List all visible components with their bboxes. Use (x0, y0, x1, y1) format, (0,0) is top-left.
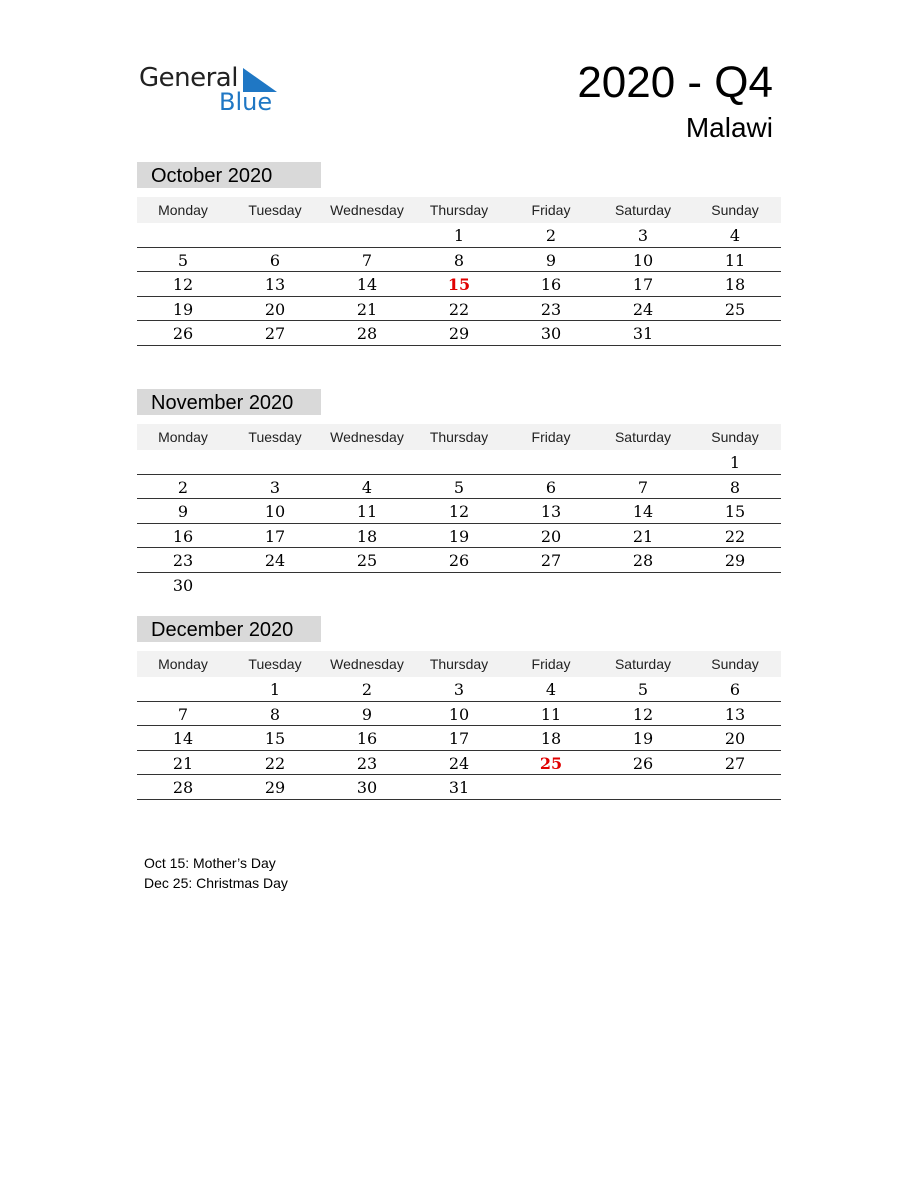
day-cell: 1 (269, 680, 281, 699)
weekday-label: Wednesday (330, 429, 404, 445)
weekday-label: Sunday (711, 202, 759, 218)
day-cell: 11 (356, 502, 378, 521)
day-cell: 26 (172, 324, 194, 343)
day-cell: 19 (632, 729, 654, 748)
day-cell (229, 450, 321, 474)
day-cell: 18 (356, 526, 378, 546)
day-cell (505, 775, 597, 799)
week-row (137, 248, 781, 273)
day-cell: 9 (545, 250, 557, 270)
weekday-label: Saturday (614, 202, 672, 218)
weekday-label: Friday (531, 429, 571, 445)
day-cell: 9 (177, 502, 189, 521)
day-cell (321, 223, 413, 247)
day-cell: 22 (264, 753, 286, 773)
day-cell: 22 (724, 526, 746, 546)
day-cell: 13 (264, 275, 286, 294)
day-cell: 29 (264, 778, 286, 797)
day-cell: 10 (632, 250, 654, 270)
day-cell: 5 (637, 680, 649, 699)
day-cell: 24 (264, 551, 286, 570)
day-cell: 29 (448, 324, 470, 343)
weekday-label: Tuesday (248, 429, 302, 445)
day-cell: 4 (729, 226, 741, 245)
day-cell: 10 (264, 502, 286, 521)
weekday-label: Monday (158, 656, 208, 672)
month-title: December 2020 (137, 616, 321, 642)
day-cell: 12 (172, 275, 194, 294)
day-cell: 11 (540, 704, 562, 724)
weekday-label: Tuesday (248, 656, 302, 672)
day-cell: 20 (264, 299, 286, 319)
day-cell (413, 450, 505, 474)
day-cell (689, 775, 781, 799)
day-cell: 6 (269, 250, 281, 270)
day-cell: 15 (724, 502, 746, 521)
weekday-header (137, 651, 781, 677)
day-cell: 31 (448, 778, 470, 797)
week-row (137, 272, 781, 297)
week-row (137, 524, 781, 549)
day-cell: 4 (361, 477, 373, 497)
page-title: 2020 - Q4 (577, 58, 773, 107)
day-cell: 3 (453, 680, 465, 699)
day-cell: 27 (264, 324, 286, 343)
weekday-label: Thursday (429, 656, 489, 672)
weekday-label: Friday (531, 656, 571, 672)
day-cell: 8 (269, 704, 281, 724)
day-cell (137, 450, 229, 474)
day-cell: 3 (269, 477, 281, 497)
day-cell: 6 (545, 477, 557, 497)
day-cell: 17 (632, 275, 654, 294)
day-cell: 16 (356, 729, 378, 748)
day-cell (505, 450, 597, 474)
day-cell: 21 (356, 299, 378, 319)
day-cell (321, 573, 413, 598)
day-cell: 14 (356, 275, 378, 294)
day-cell (597, 775, 689, 799)
weekday-label: Tuesday (248, 202, 302, 218)
day-cell (137, 677, 229, 701)
day-cell: 14 (632, 502, 654, 521)
week-row (137, 548, 781, 573)
month-december (137, 616, 781, 800)
weekday-label: Wednesday (330, 656, 404, 672)
week-row (137, 297, 781, 322)
day-cell: 25 (539, 753, 563, 773)
day-cell: 27 (724, 753, 746, 773)
day-cell: 23 (356, 753, 378, 773)
day-cell: 3 (637, 226, 649, 245)
day-cell: 30 (172, 575, 194, 595)
day-cell: 4 (545, 680, 557, 699)
day-cell: 16 (172, 526, 194, 546)
weekday-header (137, 424, 781, 450)
day-cell: 28 (172, 778, 194, 797)
day-cell: 17 (448, 729, 470, 748)
day-cell: 20 (724, 729, 746, 748)
day-cell: 13 (724, 704, 746, 724)
holiday-item: Oct 15: Mother’s Day (144, 855, 276, 871)
day-cell: 26 (448, 551, 470, 570)
day-cell: 13 (540, 502, 562, 521)
week-row (137, 573, 781, 598)
day-cell: 15 (447, 275, 471, 294)
weekday-label: Saturday (614, 656, 672, 672)
day-cell (229, 223, 321, 247)
weekday-label: Sunday (711, 656, 759, 672)
logo (139, 62, 289, 118)
day-cell: 7 (637, 477, 649, 497)
day-cell (321, 450, 413, 474)
day-cell (597, 573, 689, 598)
day-cell: 25 (356, 551, 378, 570)
day-cell: 10 (448, 704, 470, 724)
week-row (137, 775, 781, 800)
month-title: November 2020 (137, 389, 321, 415)
day-cell: 19 (172, 299, 194, 319)
week-row (137, 321, 781, 346)
day-cell: 11 (724, 250, 746, 270)
month-november (137, 389, 781, 597)
week-row (137, 475, 781, 500)
day-cell: 7 (177, 704, 189, 724)
day-cell: 31 (632, 324, 654, 343)
day-cell: 22 (448, 299, 470, 319)
week-row (137, 751, 781, 776)
day-cell: 1 (453, 226, 465, 245)
day-cell: 12 (448, 502, 470, 521)
day-cell: 20 (540, 526, 562, 546)
weekday-label: Sunday (711, 429, 759, 445)
week-row (137, 702, 781, 727)
week-row (137, 223, 781, 248)
day-cell: 6 (729, 680, 741, 699)
day-cell: 8 (453, 250, 465, 270)
day-cell: 1 (729, 453, 741, 472)
day-cell: 16 (540, 275, 562, 294)
day-cell: 19 (448, 526, 470, 546)
weekday-label: Friday (531, 202, 571, 218)
day-cell: 26 (632, 753, 654, 773)
weekday-label: Thursday (429, 202, 489, 218)
day-cell: 30 (540, 324, 562, 343)
day-cell (689, 573, 781, 598)
day-cell: 2 (361, 680, 373, 699)
month-title: October 2020 (137, 162, 321, 188)
day-cell: 27 (540, 551, 562, 570)
day-cell: 2 (545, 226, 557, 245)
day-cell: 8 (729, 477, 741, 497)
weekday-header (137, 197, 781, 223)
day-cell (689, 321, 781, 345)
weekday-label: Wednesday (330, 202, 404, 218)
day-cell (137, 223, 229, 247)
day-cell: 17 (264, 526, 286, 546)
day-cell: 28 (356, 324, 378, 343)
day-cell: 24 (632, 299, 654, 319)
weekday-label: Thursday (429, 429, 489, 445)
logo-text-general: General (139, 63, 238, 93)
day-cell: 30 (356, 778, 378, 797)
day-cell: 23 (540, 299, 562, 319)
day-cell: 24 (448, 753, 470, 773)
logo-text-blue: Blue (219, 88, 273, 116)
month-october (137, 162, 781, 346)
day-cell (505, 573, 597, 598)
day-cell: 2 (177, 477, 189, 497)
day-cell (229, 573, 321, 598)
holiday-item: Dec 25: Christmas Day (144, 875, 288, 891)
holiday-list (144, 853, 288, 893)
day-cell: 5 (453, 477, 465, 497)
country-name: Malawi (685, 112, 773, 143)
weekday-label: Saturday (614, 429, 672, 445)
day-cell (413, 573, 505, 598)
day-cell: 29 (724, 551, 746, 570)
week-row (137, 726, 781, 751)
day-cell: 5 (177, 250, 189, 270)
day-cell: 14 (172, 729, 194, 748)
day-cell: 9 (361, 704, 373, 724)
day-cell (597, 450, 689, 474)
week-row (137, 450, 781, 475)
day-cell: 18 (724, 275, 746, 294)
day-cell: 12 (632, 704, 654, 724)
weekday-label: Monday (158, 202, 208, 218)
day-cell: 28 (632, 551, 654, 570)
day-cell: 15 (264, 729, 286, 748)
day-cell: 18 (540, 729, 562, 748)
day-cell: 23 (172, 551, 194, 570)
week-row (137, 499, 781, 524)
weekday-label: Monday (158, 429, 208, 445)
week-row (137, 677, 781, 702)
day-cell: 7 (361, 250, 373, 270)
day-cell: 25 (724, 299, 746, 319)
day-cell: 21 (632, 526, 654, 546)
day-cell: 21 (172, 753, 194, 773)
